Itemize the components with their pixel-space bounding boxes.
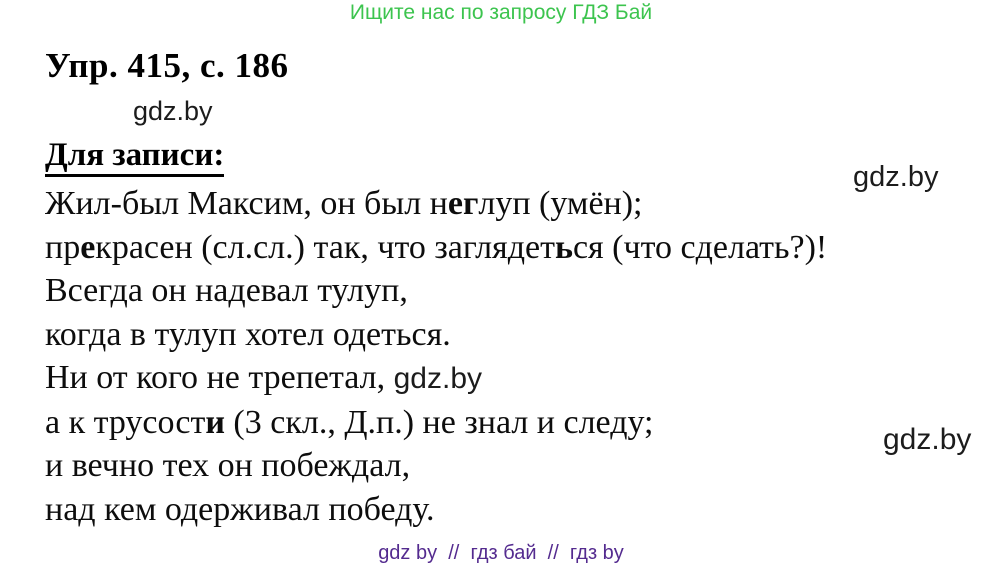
- poem-line: [45, 269, 985, 313]
- poem-text-segment: пр: [45, 228, 81, 266]
- poem-text-segment: Ни от кого не трепетал,: [45, 359, 394, 396]
- poem: [45, 182, 985, 531]
- poem-text-segment: а к трусост: [45, 403, 206, 441]
- inline-site-watermark: gdz.by: [393, 362, 483, 395]
- poem-text-segment: и: [205, 403, 225, 441]
- exercise-title: Упр. 415, с. 186: [45, 46, 289, 85]
- section-heading: [45, 137, 224, 174]
- poem-text-segment: е: [80, 228, 96, 266]
- poem-line: [45, 488, 985, 532]
- site-watermark-under-title: gdz.by: [133, 96, 213, 126]
- poem-text-segment: когда в тулуп хотел одеться.: [45, 315, 451, 353]
- poem-text-segment: (3 скл., Д.п.) не знал и следу;: [224, 403, 654, 441]
- poem-text-segment: ег: [447, 185, 479, 222]
- poem-line: [45, 356, 985, 401]
- poem-line: [45, 313, 985, 357]
- section-heading-text: Для записи:: [45, 137, 224, 177]
- poem-text-segment: Жил-был Максим, он был н: [45, 185, 448, 222]
- poem-line: [45, 444, 985, 488]
- poem-text-segment: и вечно тех он побеждал,: [45, 447, 411, 484]
- poem-text-segment: ь: [554, 228, 573, 266]
- site-watermark-right-upper: gdz.by: [853, 161, 939, 193]
- promo-banner-text: Ищите нас по запросу ГДЗ Бай: [349, 1, 653, 24]
- poem-text-segment: Всегда он надевал тулуп,: [45, 272, 408, 309]
- poem-text-segment: ся (что сделать?)!: [572, 228, 828, 266]
- poem-text-segment: над кем одерживал победу.: [45, 490, 435, 528]
- poem-text-segment: красен (сл.сл.) так, что заглядет: [95, 228, 555, 266]
- poem-line: [45, 226, 985, 270]
- poem-line: [45, 182, 985, 226]
- poem-text-segment: луп (умён);: [478, 185, 643, 222]
- poem-line: [45, 401, 985, 445]
- footer-watermark-text: gdz by // гдз бай // гдз by: [378, 542, 624, 564]
- site-watermark-right-lower: gdz.by: [883, 423, 972, 456]
